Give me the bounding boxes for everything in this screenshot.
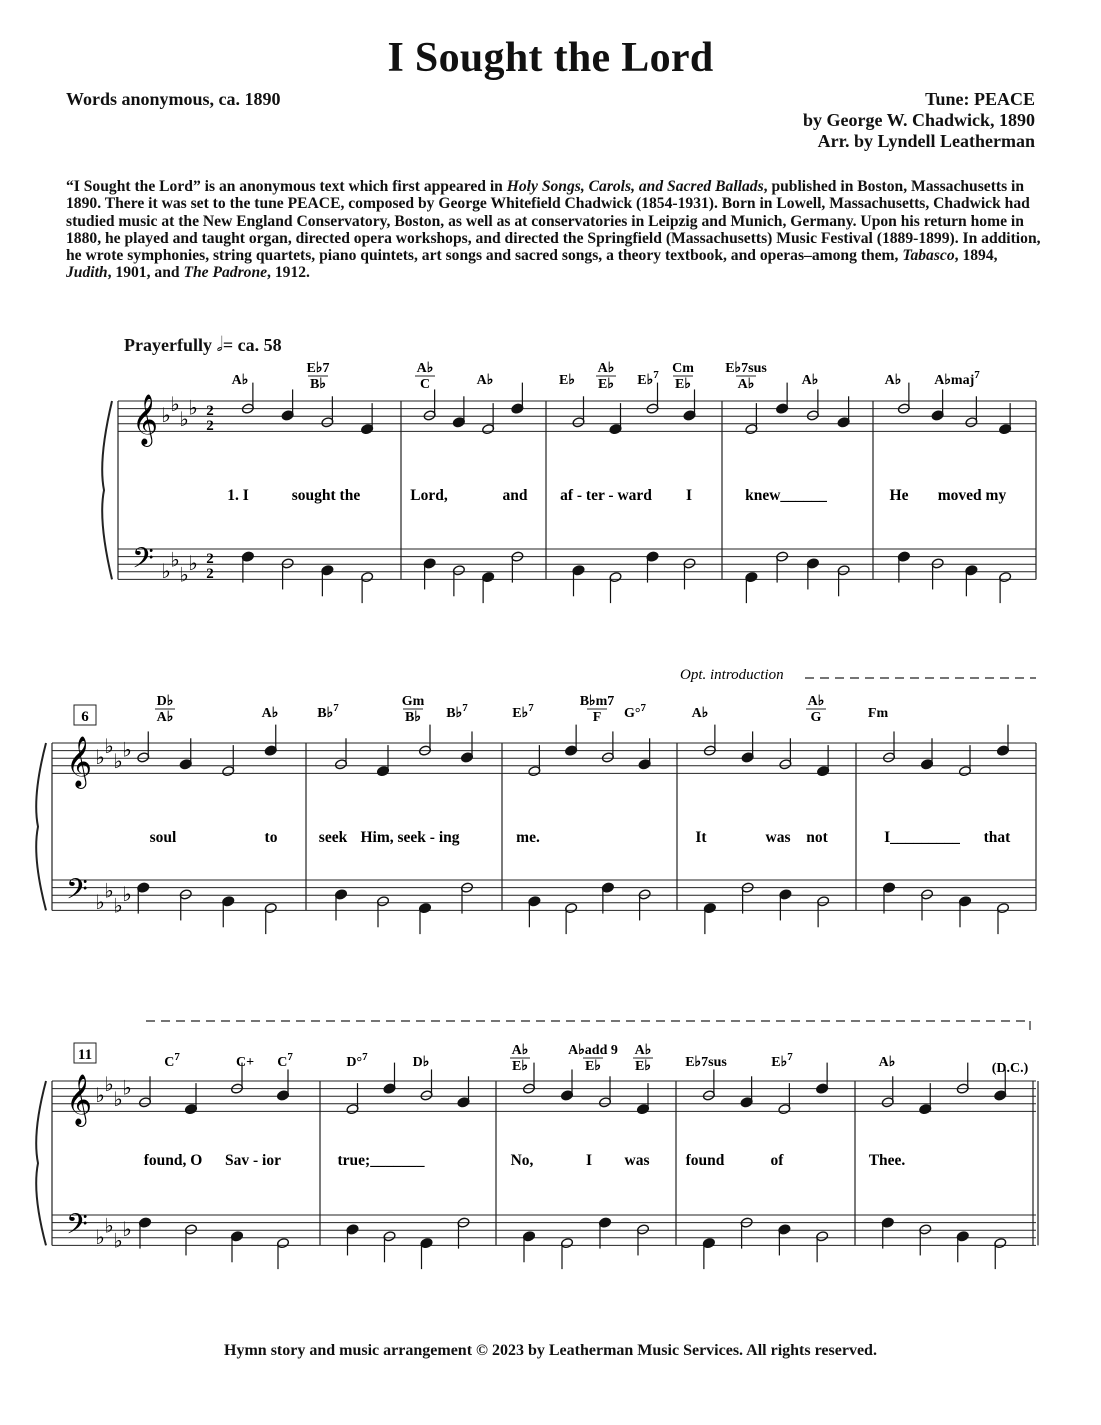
chord-symbol: G°$^7$	[624, 702, 646, 721]
chord-symbol-bass: B♭	[310, 377, 326, 392]
bass-clef-icon: 𝄢	[66, 873, 88, 913]
chord-symbol-top: A♭	[511, 1043, 529, 1058]
key-flat-icon: ♭	[95, 889, 105, 914]
chord-symbol: D°$^7$	[346, 1051, 368, 1070]
chord-symbol-bass: A♭	[737, 377, 755, 392]
key-flat-icon: ♭	[188, 551, 198, 576]
key-flat-icon: ♭	[170, 391, 180, 416]
chord-symbol: E♭7sus	[685, 1055, 727, 1070]
tempo-value: = ca. 58	[222, 335, 282, 355]
chord-symbol: A♭	[801, 373, 819, 388]
chord-symbol-top: D♭	[156, 694, 174, 709]
chord-symbol: A♭	[878, 1055, 896, 1070]
key-flat-icon: ♭	[104, 733, 114, 758]
key-flat-icon: ♭	[113, 893, 123, 918]
chord-symbol: Fm	[867, 706, 889, 721]
key-flat-icon: ♭	[113, 1087, 123, 1111]
lyric-syllable: found	[685, 1152, 725, 1169]
lyric-syllable: soul	[149, 829, 177, 846]
brace	[36, 1081, 46, 1245]
lyric-syllable: Sav - ior	[225, 1152, 281, 1169]
story-text: “I Sought the Lord” is an anonymous text which first appeared in	[66, 178, 507, 195]
lyric-syllable: and	[502, 487, 528, 504]
time-signature-bottom: 2	[206, 418, 214, 434]
time-signature-top: 2	[206, 551, 214, 567]
lyric-syllable: Thee.	[868, 1152, 906, 1169]
page-title: I Sought the Lord	[387, 35, 714, 81]
words-credit: Words anonymous, ca. 1890	[66, 89, 281, 109]
key-flat-icon: ♭	[170, 547, 180, 572]
chord-symbol-top: Gm	[401, 694, 425, 709]
chord-superscript: 7	[528, 702, 534, 714]
copyright-notice: Hymn story and music arrangement © 2023 by Leatherman Music Services. All rights reserved.	[224, 1342, 877, 1359]
chord-symbol: A♭	[261, 706, 279, 721]
chord-symbol-bass: E♭	[635, 1059, 651, 1074]
tune-credit-line: Tune: PEACE	[925, 89, 1035, 109]
lyric-syllable: not	[806, 829, 828, 846]
chord-symbol-bass: C	[419, 377, 431, 392]
lyric-syllable: I	[685, 487, 693, 504]
key-flat-icon: ♭	[122, 737, 132, 762]
chord-symbol: A♭	[231, 373, 249, 388]
key-flat-icon: ♭	[113, 749, 123, 773]
chord-symbol: E♭$^7$	[512, 702, 534, 721]
key-flat-icon: ♭	[179, 562, 189, 587]
chord-symbol: E♭$^7$	[637, 369, 659, 388]
chord-superscript: 7	[640, 702, 646, 714]
story-book-title: Holy Songs, Carols, and Sacred Ballads	[506, 178, 764, 195]
chord-symbol: A♭	[691, 706, 709, 721]
chord-symbol-top: B♭m7	[579, 694, 615, 709]
key-flat-icon: ♭	[122, 1217, 132, 1242]
measure-number: 6	[81, 709, 89, 725]
chord-symbol: E♭$^7$	[771, 1051, 793, 1070]
lyric-syllable: me.	[516, 829, 540, 846]
chord-symbol: A♭	[884, 373, 902, 388]
chord-symbol: $C^7$	[277, 1051, 293, 1070]
time-signature-top: 2	[206, 403, 214, 419]
key-flat-icon: ♭	[122, 1075, 132, 1100]
lyric-syllable: It	[695, 829, 707, 846]
time-signature-bottom: 2	[206, 566, 214, 582]
lyric-syllable: He	[889, 487, 909, 504]
lyric-syllable: 1. I	[227, 487, 249, 504]
chord-symbol: A♭maj$^7$	[934, 369, 980, 388]
lyric-syllable: Him, seek - ing	[360, 829, 460, 846]
chord-symbol: B♭$^7$	[317, 702, 339, 721]
chord-superscript: 7	[974, 369, 980, 381]
da-capo-marking: (D.C.)	[991, 1061, 1029, 1076]
lyric-syllable: was	[624, 1152, 650, 1169]
chord-symbol-bass: A♭	[156, 710, 174, 725]
lyric-syllable: knew______	[745, 487, 827, 504]
brace	[36, 743, 46, 910]
lyric-syllable: of	[770, 1152, 784, 1169]
lyric-syllable: was	[765, 829, 791, 846]
lyric-syllable: No,	[510, 1152, 534, 1169]
chord-superscript: 7	[462, 702, 468, 714]
chord-superscript: 7	[333, 702, 339, 714]
chord-symbol-bass: E♭	[512, 1059, 528, 1074]
story-text: , 1894,	[954, 247, 998, 265]
lyric-syllable: seek	[318, 829, 348, 846]
story-text: , 1912.	[267, 264, 310, 282]
opt-introduction-label: Opt. introduction	[680, 667, 784, 683]
lyric-syllable: af - ter - ward	[560, 487, 652, 504]
key-flat-icon: ♭	[95, 1224, 105, 1249]
chord-superscript: 7	[787, 1051, 793, 1063]
measure-number: 11	[77, 1047, 93, 1063]
key-flat-icon: ♭	[161, 403, 171, 428]
chord-symbol: D♭	[412, 1055, 430, 1070]
lyric-syllable: I	[585, 1152, 593, 1169]
chord-superscript: 7	[287, 1051, 293, 1063]
treble-clef-icon: 𝄞	[132, 394, 159, 445]
arranger-credit-line: Arr. by Lyndell Leatherman	[817, 131, 1035, 151]
key-flat-icon: ♭	[122, 882, 132, 907]
chord-symbol-top: A♭	[807, 694, 825, 709]
key-flat-icon: ♭	[113, 1228, 123, 1253]
chord-symbol: $C^7$	[164, 1051, 180, 1070]
chord-symbol: E♭	[559, 373, 575, 388]
chord-symbol-bass: E♭	[598, 377, 614, 392]
chord-symbol: A♭	[476, 373, 494, 388]
story-text: , published in Boston, Massachusetts in 1890. There it was set to the tune PEACE, composed by George Whitefield Chadwick (1854-1931). Born in Lowell, Massachusetts, Chadwick had studied music at the New England Conservatory, Boston, as well as at conservatories in Leipzig and Munich, Germany. Upon his return home in 1880, he played and taught organ, directed opera workshops, and directed the Springfield (Massachusetts) Music Festival (1889-1899). In addition, he wrote symphonies, string quartets, piano quintets, art songs and sacred songs, a theory textbook, and operas–among them,	[66, 178, 1041, 265]
key-flat-icon: ♭	[179, 407, 189, 431]
chord-superscript: 7	[653, 369, 659, 381]
chord-symbol-bass: G	[810, 710, 822, 725]
chord-symbol-bass: E♭	[675, 377, 691, 392]
story-opera-title: The Padrone	[183, 264, 268, 282]
story-opera-title: Judith	[66, 264, 108, 282]
lyric-syllable: Lord,	[410, 487, 448, 504]
chord-symbol-top: E♭7sus	[725, 361, 767, 376]
story-opera-title: Tabasco	[902, 247, 955, 265]
key-flat-icon: ♭	[95, 745, 105, 770]
lyric-syllable: true;_______	[337, 1152, 425, 1169]
lyric-syllable: that	[983, 829, 1011, 846]
key-flat-icon: ♭	[104, 1071, 114, 1096]
chord-symbol-bass: B♭	[405, 710, 421, 725]
chord-symbol: C+	[235, 1055, 255, 1070]
key-flat-icon: ♭	[161, 558, 171, 583]
chord-symbol-top: A♭add 9	[568, 1043, 618, 1058]
treble-clef-icon: 𝄞	[66, 1074, 93, 1125]
tempo-text: Prayerfully	[124, 335, 212, 355]
chord-symbol-top: Cm	[672, 361, 694, 376]
chord-superscript: 7	[362, 1051, 368, 1063]
lyric-syllable: sought the	[291, 487, 361, 504]
chord-symbol-bass: F	[592, 710, 602, 725]
bass-clef-icon: 𝄢	[66, 1208, 88, 1248]
lyric-syllable: I_________	[884, 829, 960, 846]
chord-symbol-top: A♭	[634, 1043, 652, 1058]
composer-credit-line: by George W. Chadwick, 1890	[802, 110, 1035, 130]
chord-symbol-top: A♭	[597, 361, 615, 376]
brace	[102, 401, 112, 579]
chord-symbol: B♭$^7$	[446, 702, 468, 721]
key-flat-icon: ♭	[95, 1083, 105, 1108]
treble-clef-icon: 𝄞	[66, 736, 93, 787]
bass-clef-icon: 𝄢	[132, 542, 154, 582]
chord-superscript: 7	[174, 1051, 180, 1063]
chord-symbol-top: E♭7	[306, 361, 330, 376]
key-flat-icon: ♭	[104, 1213, 114, 1238]
key-flat-icon: ♭	[104, 878, 114, 903]
half-note-icon: 𝅗𝅥	[216, 332, 223, 356]
chord-symbol-bass: E♭	[585, 1059, 601, 1074]
lyric-syllable: found, O	[143, 1152, 203, 1169]
chord-symbol-top: A♭	[416, 361, 434, 376]
story-text: , 1901, and	[107, 264, 184, 282]
lyric-syllable: to	[264, 829, 278, 846]
lyric-syllable: moved my	[937, 487, 1007, 504]
key-flat-icon: ♭	[188, 395, 198, 420]
